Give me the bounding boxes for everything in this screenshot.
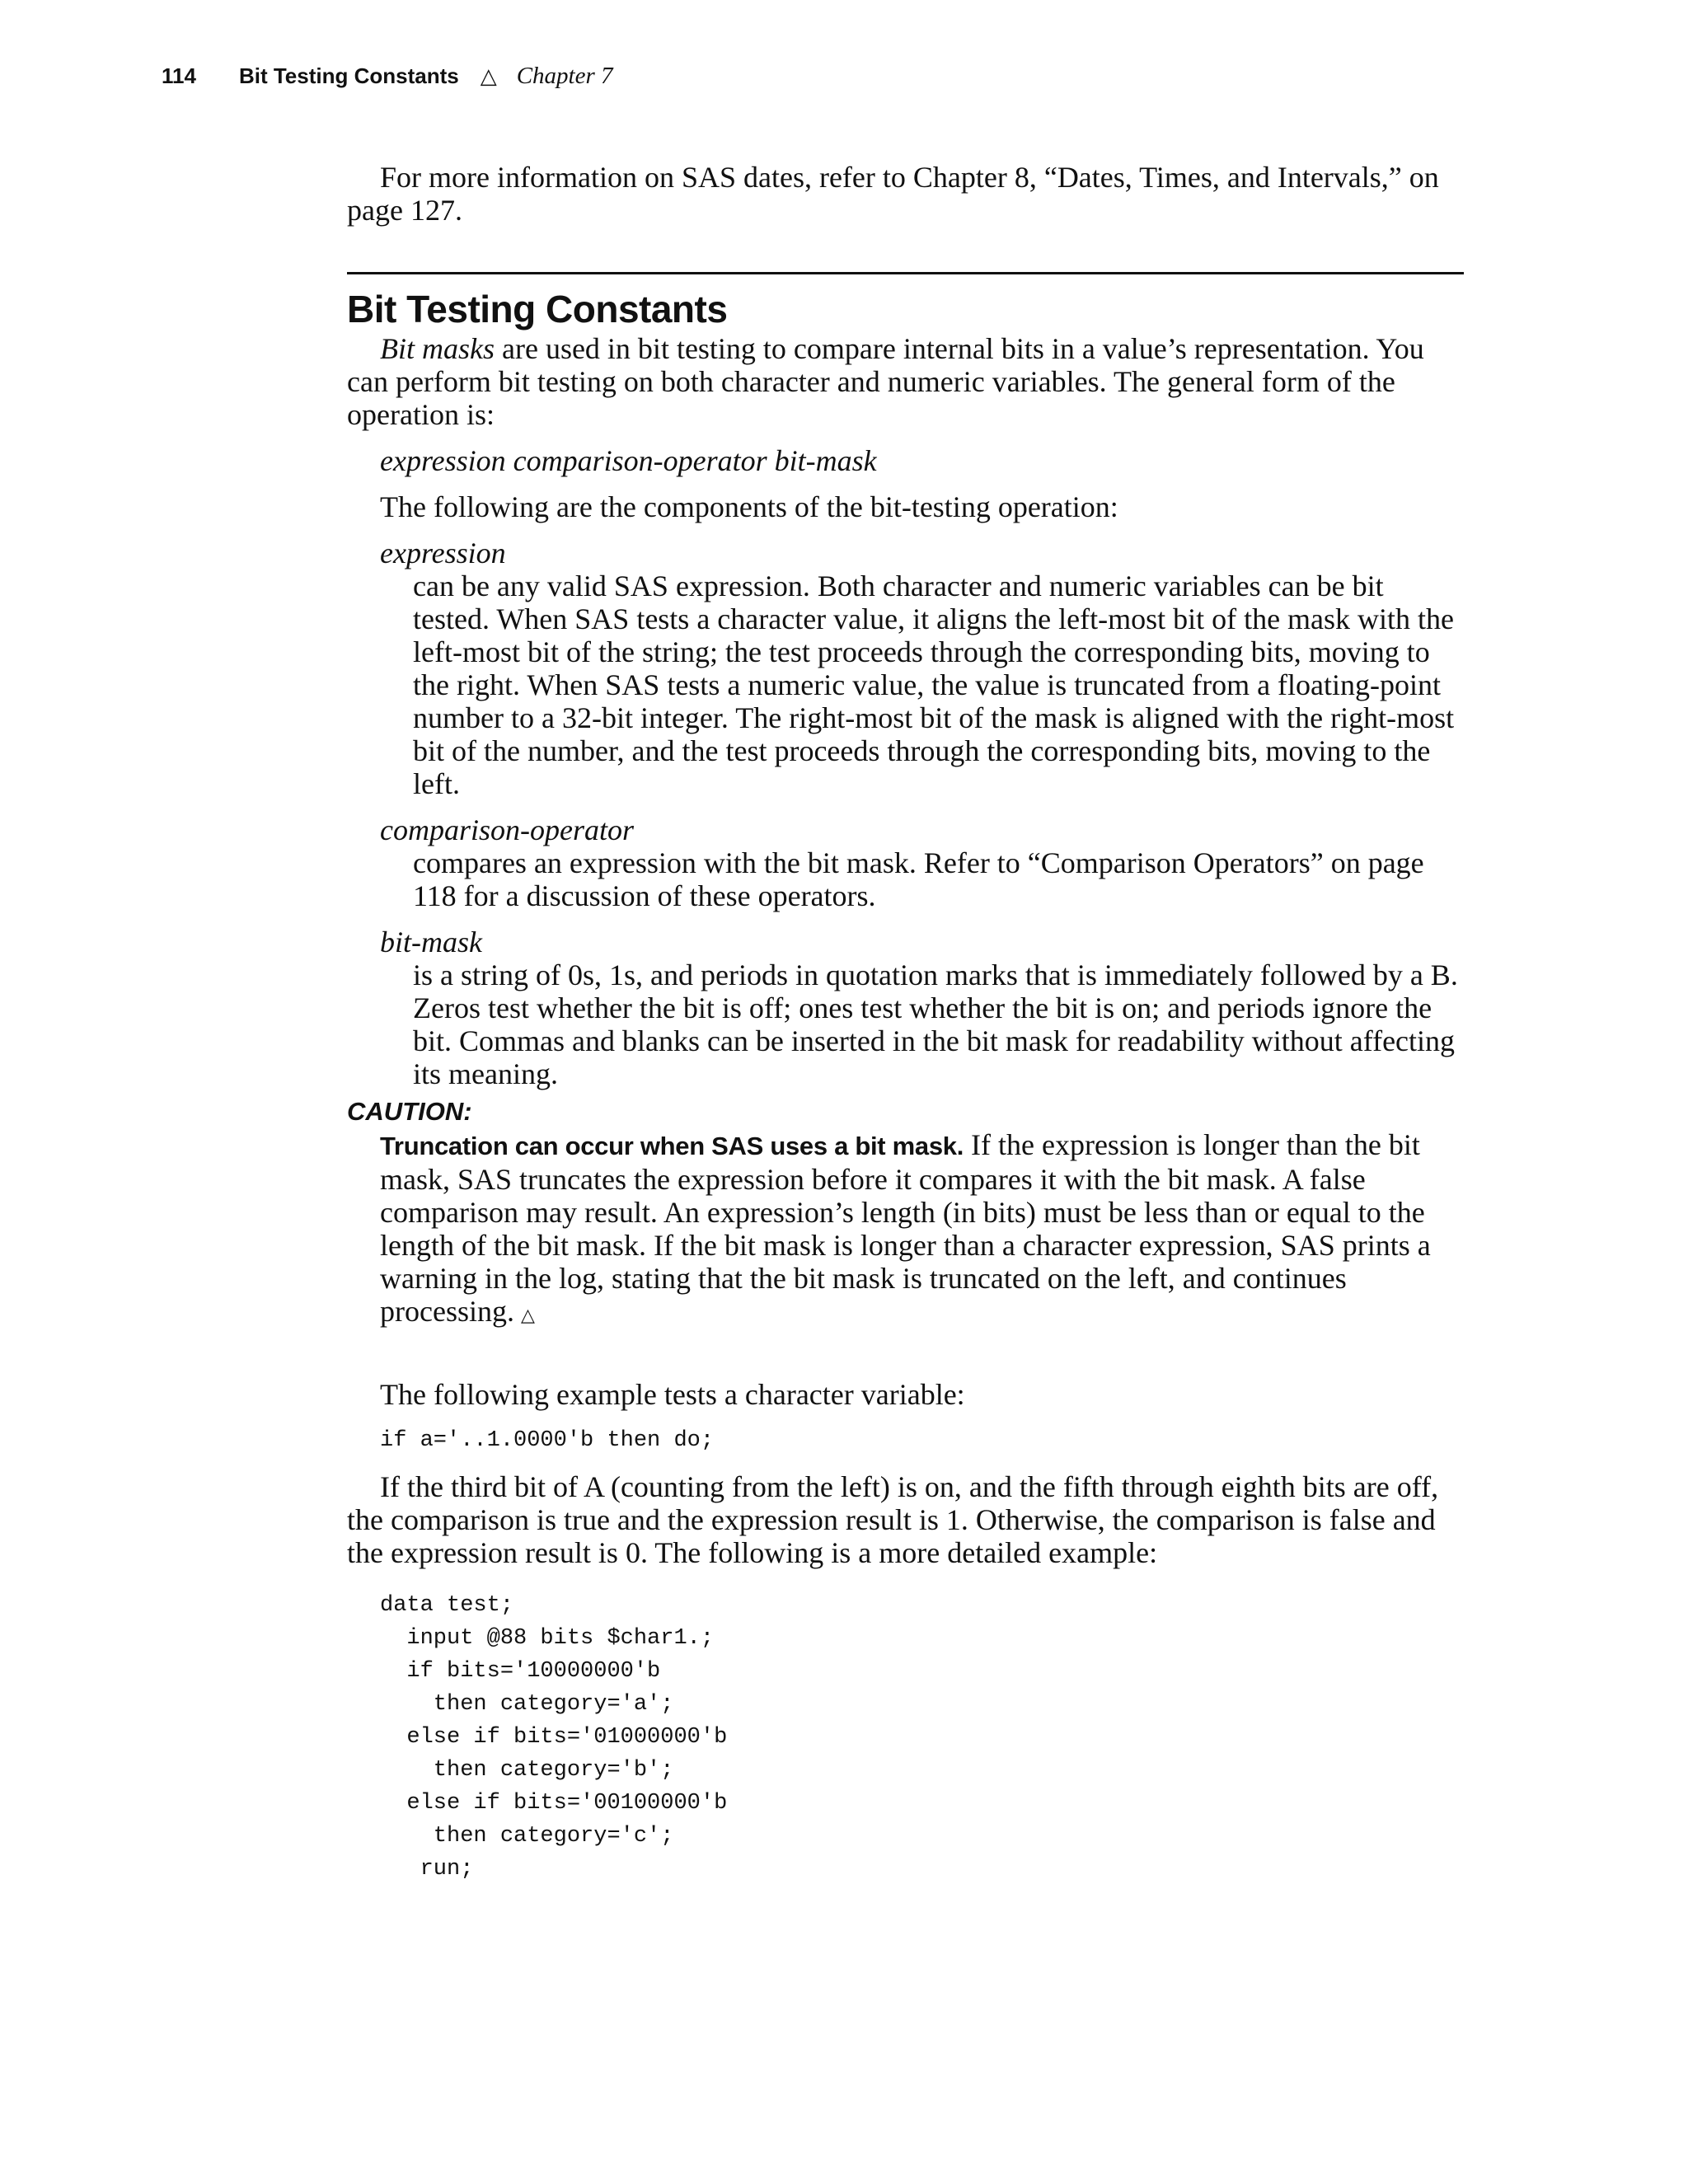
code-block xyxy=(347,1589,1464,1886)
definition-text: is a string of 0s, 1s, and periods in quotation marks that is immediately followed by a B. Zeros test whether the bit is off; ones test whether the bit is on; and periods ignore the bit. Commas and blanks can be inserted in the bit mask for readability without affecting its meaning. xyxy=(413,958,1458,1090)
caution-lead: Truncation can occur when SAS uses a bit mask. xyxy=(380,1132,964,1160)
section-rule xyxy=(347,272,1464,274)
code-line: input @88 bits $char1.; xyxy=(380,1626,715,1651)
syntax-line: expression comparison-operator bit-mask xyxy=(380,444,877,477)
running-head-chapter: Chapter 7 xyxy=(516,62,613,89)
example-explanation: If the third bit of A (counting from the left) is on, and the fifth through eighth bits are off, the comparison is true and the expression result is 1. Otherwise, the comparison is false and the expression result is 0. The following is a more detailed example: xyxy=(347,1470,1439,1569)
caution-text: If the expression is longer than the bit mask, SAS truncates the expression before it compares it with the bit mask. A false comparison may result. An expression’s length (in bits) must be less than or equal to the length of the bit mask. If the bit mask is longer than a character expression, SAS prints a warning in the log, stating that the bit mask is truncated on the left, and continues processing. xyxy=(380,1128,1431,1328)
example-code: if a='..1.0000'b then do; xyxy=(380,1428,715,1453)
bit-masks-text: are used in bit testing to compare internal bits in a value’s representation. You can perform bit testing on both character and numeric variables. The general form of the operation is: xyxy=(347,332,1424,431)
code-line: then category='b'; xyxy=(380,1758,674,1783)
section-title: Bit Testing Constants xyxy=(347,288,728,330)
example-intro: The following example tests a character variable: xyxy=(380,1378,965,1411)
code-line: if bits='10000000'b xyxy=(380,1659,661,1684)
code-line: else if bits='01000000'b xyxy=(380,1725,728,1750)
running-head-section: Bit Testing Constants xyxy=(238,63,459,88)
definition-text: compares an expression with the bit mask. Refer to “Comparison Operators” on page 118 for a discussion of these operators. xyxy=(413,846,1424,912)
code-line: run; xyxy=(380,1857,474,1882)
definition-list xyxy=(347,537,1464,1090)
code-line: then category='a'; xyxy=(380,1692,674,1717)
caution-label: CAUTION: xyxy=(347,1097,472,1126)
page-body xyxy=(347,161,1464,1886)
components-intro: The following are the components of the bit-testing operation: xyxy=(380,490,1118,523)
intro-paragraph: For more information on SAS dates, refer to Chapter 8, “Dates, Times, and Intervals,” on page 127. xyxy=(347,161,1439,227)
triangle-icon: △ xyxy=(480,63,497,88)
definition-term: expression xyxy=(380,537,506,569)
definition-text: can be any valid SAS expression. Both character and numeric variables can be bit tested. When SAS tests a character value, it aligns the left-most bit of the mask with the left-most bit of the string; the test proceeds through the corresponding bits, moving to the right. When SAS tests a numeric value, the value is truncated from a floating-point number to a 32-bit integer. The right-most bit of the mask is aligned with the right-most bit of the number, and the test proceeds through the corresponding bits, moving to the left. xyxy=(413,569,1455,800)
bit-masks-paragraph xyxy=(347,332,1464,431)
code-line: then category='c'; xyxy=(380,1824,674,1849)
caution-paragraph xyxy=(380,1128,1464,1332)
definition-term: bit-mask xyxy=(380,926,482,958)
bit-masks-term: Bit masks xyxy=(380,332,495,365)
triangle-icon: △ xyxy=(520,1305,535,1325)
code-line: data test; xyxy=(380,1593,514,1618)
definition-term: comparison-operator xyxy=(380,813,634,846)
code-line: else if bits='00100000'b xyxy=(380,1791,728,1816)
page-number: 114 xyxy=(162,63,196,88)
running-head xyxy=(162,59,613,92)
